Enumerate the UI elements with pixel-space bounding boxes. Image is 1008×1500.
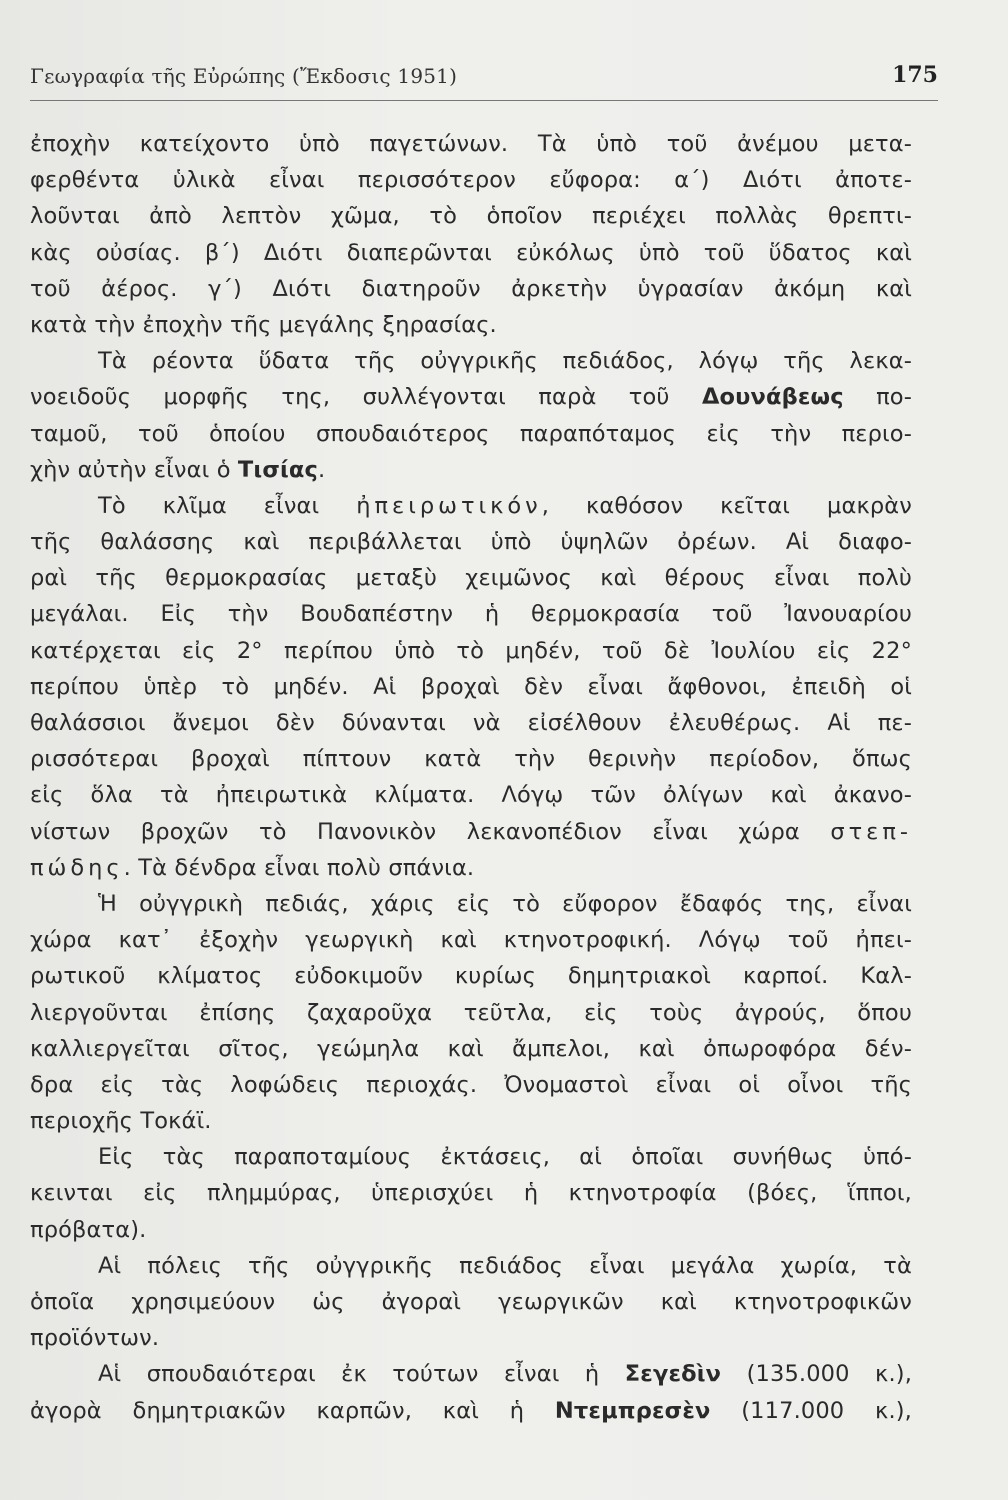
text-line: μεγάλαι. Εἰς τὴν Βουδαπέστην ἡ θερμοκρασία τοῦ Ἰανουαρίου xyxy=(30,601,912,628)
text-line: λιεργοῦνται ἐπίσης ζαχαροῦχα τεῦτλα, εἰς τοὺς ἀγρούς, ὅπου xyxy=(30,999,912,1026)
text-line: φερθέντα ὑλικὰ εἶναι περισσότερον εὔφορα: α΄) Διότι ἀποτε- xyxy=(30,167,912,194)
text-line: ρισσότεραι βροχαὶ πίπτουν κατὰ τὴν θερινὴν περίοδον, ὅπως xyxy=(30,746,912,773)
text-line: καλλιεργεῖται σῖτος, γεώμηλα καὶ ἄμπελοι, καὶ ὀπωροφόρα δέν- xyxy=(30,1035,912,1062)
emphasis-continental: ἠπειρωτικόν xyxy=(356,492,542,519)
text-line: θαλάσσιοι ἄνεμοι δὲν δύνανται νὰ εἰσέλθουν ἐλευθέρως. Αἱ πε- xyxy=(30,710,912,736)
paragraph-start: Ἡ οὐγγρικὴ πεδιάς, χάρις εἰς τὸ εὔφορον ἔδαφός της, εἶναι xyxy=(98,890,912,917)
text-line: λοῦνται ἀπὸ λεπτὸν χῶμα, τὸ ὁποῖον περιέχει πολλὰς θρεπτι- xyxy=(30,203,912,230)
paragraph-start: Τὸ κλῖμα εἶναι ἠπειρωτικόν, καθόσον κεῖται μακρὰν xyxy=(98,492,912,519)
text-line: περιοχῆς Τοκάϊ. xyxy=(30,1108,212,1135)
text-line: κατὰ τὴν ἐποχὴν τῆς μεγάλης ξηρασίας. xyxy=(30,311,497,338)
text-line: νίστων βροχῶν τὸ Πανονικὸν λεκανοπέδιον εἶναι χώρα στεπ- xyxy=(30,818,912,845)
text-line: κεινται εἰς πλημμύρας, ὑπερισχύει ἡ κτηνοτροφία (βόες, ἵπποι, xyxy=(30,1180,912,1207)
emphasis-steppe-end: πώδης xyxy=(30,854,124,881)
text-line: δρα εἰς τὰς λοφώδεις περιοχάς. Ὀνομαστοὶ εἶναι οἱ οἶνοι τῆς xyxy=(30,1071,912,1098)
page-number: 175 xyxy=(892,62,938,88)
river-name-tisza: Τισίας xyxy=(237,456,319,483)
text-line: πώδης. Τὰ δένδρα εἶναι πολὺ σπάνια. xyxy=(30,854,475,881)
text-line: ὁποῖα χρησιμεύουν ὡς ἀγοραὶ γεωργικῶν καὶ κτηνοτροφικῶν xyxy=(30,1289,912,1315)
text-line: εἰς ὅλα τὰ ἠπειρωτικὰ κλίματα. Λόγῳ τῶν ὀλίγων καὶ ἀκανο- xyxy=(30,782,912,809)
text-line: κατέρχεται εἰς 2° περίπου ὑπὸ τὸ μηδέν, τοῦ δὲ Ἰουλίου εἰς 22° xyxy=(30,637,912,664)
text-line: νοειδοῦς μορφῆς της, συλλέγονται παρὰ τοῦ Δουνάβεως πο- xyxy=(30,384,912,411)
paragraph-start: Τὰ ρέοντα ὕδατα τῆς οὐγγρικῆς πεδιάδος, λόγῳ τῆς λεκα- xyxy=(98,348,912,375)
text-line: ἐποχὴν κατείχοντο ὑπὸ παγετώνων. Τὰ ὑπὸ τοῦ ἀνέμου μετα- xyxy=(30,131,912,157)
emphasis-steppe: στεπ- xyxy=(830,818,912,845)
text-line: ταμοῦ, τοῦ ὁποίου σπουδαιότερος παραπόταμος εἰς τὴν περιο- xyxy=(30,420,912,447)
text-line: κὰς οὐσίας. β΄) Διότι διαπερῶνται εὐκόλως ὑπὸ τοῦ ὕδατος καὶ xyxy=(30,239,912,266)
text-line: τῆς θαλάσσης καὶ περιβάλλεται ὑπὸ ὑψηλῶν ὀρέων. Αἱ διαφο- xyxy=(30,529,912,556)
text-line: χώρα κατ᾽ ἐξοχὴν γεωργικὴ καὶ κτηνοτροφική. Λόγῳ τοῦ ἠπει- xyxy=(30,927,912,954)
running-head: Γεωγραφία τῆς Εὐρώπης (Ἔκδοσις 1951) xyxy=(30,64,458,88)
body-text xyxy=(30,126,912,1429)
paragraph-start: Αἱ σπουδαιότεραι ἐκ τούτων εἶναι ἡ Σεγεδὶν (135.000 κ.), xyxy=(98,1361,912,1388)
text-line: χὴν αὐτὴν εἶναι ὁ Τισίας. xyxy=(30,456,326,483)
text-line: ἀγορὰ δημητριακῶν καρπῶν, καὶ ἡ Ντεμπρεσὲν (117.000 κ.), xyxy=(30,1397,912,1424)
text-line: περίπου ὑπὲρ τὸ μηδέν. Αἱ βροχαὶ δὲν εἶναι ἄφθονοι, ἐπειδὴ οἱ xyxy=(30,673,912,700)
paragraph-start: Εἰς τὰς παραποταμίους ἐκτάσεις, αἱ ὁποῖαι συνήθως ὑπό- xyxy=(98,1144,912,1171)
text-line: προϊόντων. xyxy=(30,1325,160,1352)
city-name-szeged: Σεγεδὶν xyxy=(624,1361,722,1388)
text-line: τοῦ ἀέρος. γ΄) Διότι διατηροῦν ἀρκετὴν ὑγρασίαν ἀκόμη καὶ xyxy=(30,275,912,302)
page-header xyxy=(30,60,938,101)
text-line: ρωτικοῦ κλίματος εὐδοκιμοῦν κυρίως δημητριακοὶ καρποί. Καλ- xyxy=(30,963,912,990)
text-line: ραὶ τῆς θερμοκρασίας μεταξὺ χειμῶνος καὶ θέρους εἶναι πολὺ xyxy=(30,565,912,592)
paragraph-start: Αἱ πόλεις τῆς οὐγγρικῆς πεδιάδος εἶναι μεγάλα χωρία, τὰ xyxy=(98,1252,912,1279)
text-line: πρόβατα). xyxy=(30,1216,147,1243)
river-name-danube: Δουνάβεως xyxy=(701,384,844,411)
city-name-debrecen: Ντεμπρεσὲν xyxy=(554,1397,711,1424)
